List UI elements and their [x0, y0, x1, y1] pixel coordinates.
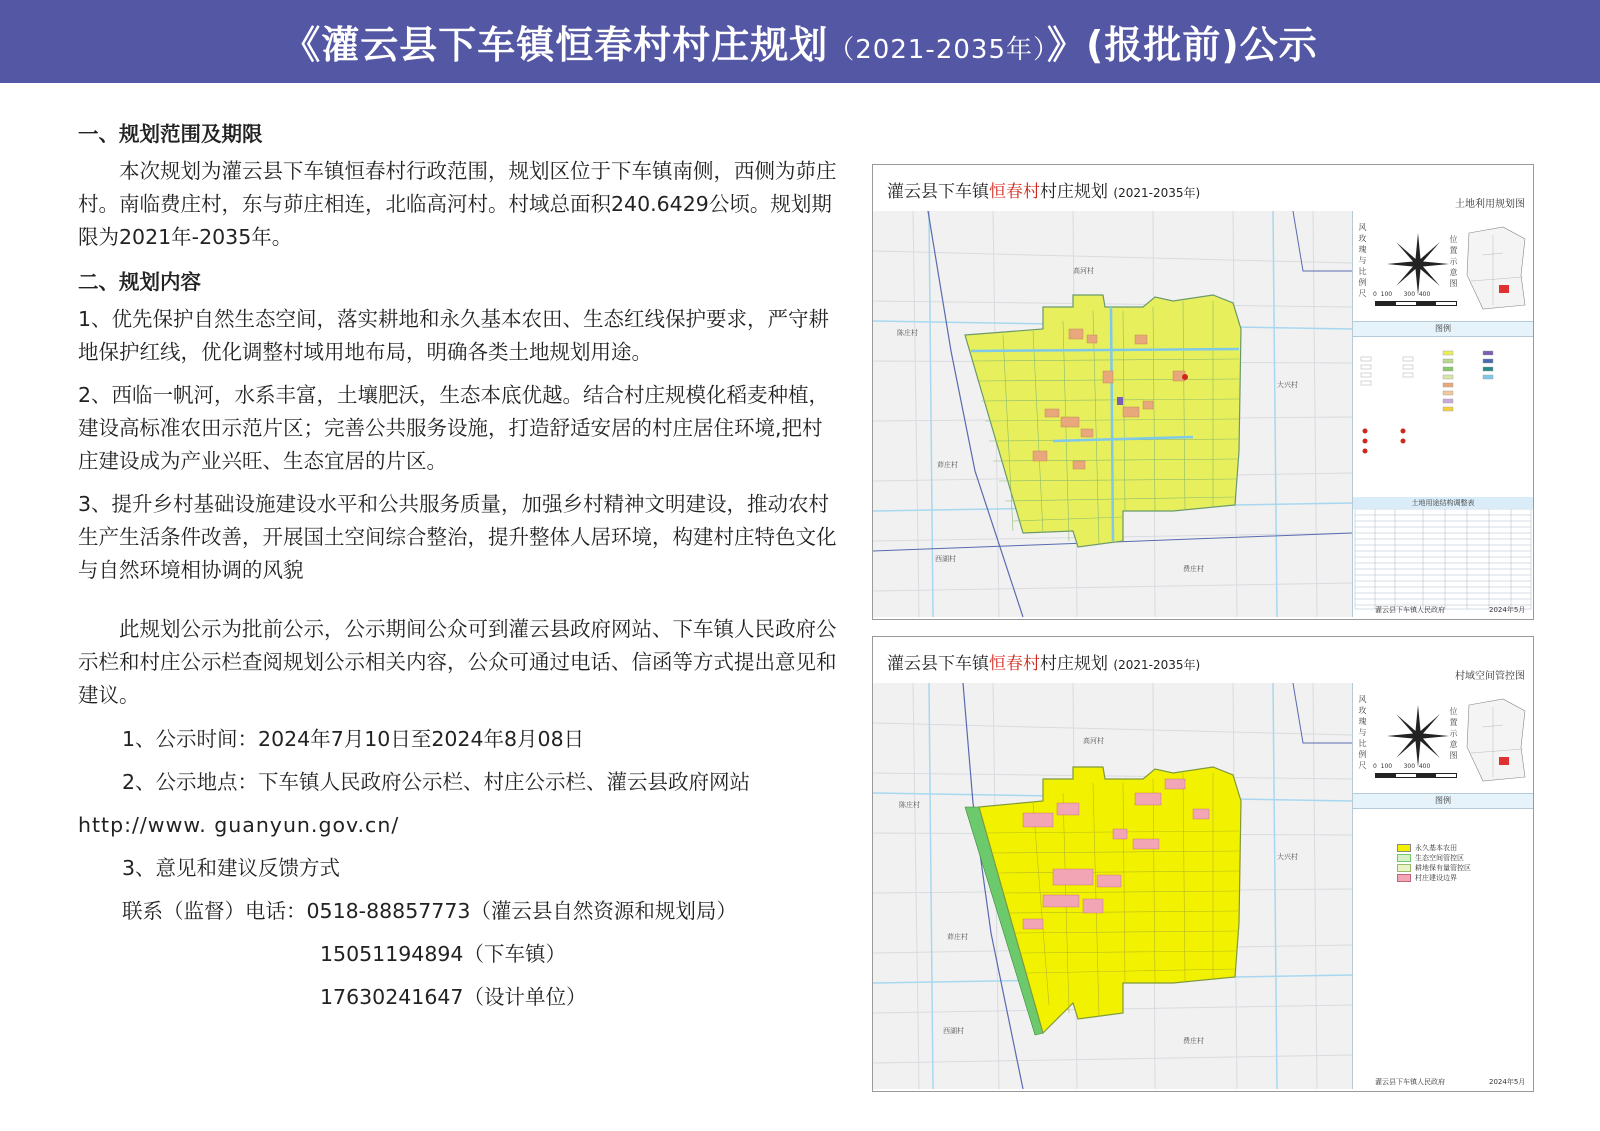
location-label: 位置示意图 — [1449, 707, 1458, 762]
phone-number: 0518-88857773 — [306, 899, 471, 923]
compass-area — [1353, 211, 1533, 322]
title-main: 《灌云县下车镇恒春村村庄规划 — [282, 23, 829, 67]
map-footer-authority: 灌云县下车镇人民政府 — [1375, 1078, 1445, 1086]
land-use-map-panel — [872, 164, 1534, 620]
location-map-icon — [1463, 225, 1529, 311]
compass-label: 风玫瑰与比例尺 — [1358, 223, 1367, 300]
map-sidebar — [1352, 683, 1533, 1089]
phone-number: 17630241647 — [320, 985, 464, 1009]
scale-bar — [1375, 301, 1457, 306]
legend-item: 生态空间管控区 — [1397, 853, 1471, 863]
scale-labels: 0 100 300 400 — [1373, 763, 1431, 770]
wind-rose-icon — [1383, 229, 1453, 299]
title-banner — [0, 0, 1600, 83]
legend-item: 村庄建设边界 — [1397, 873, 1471, 883]
notice-url[interactable]: http://www. guanyun.gov.cn/ — [78, 813, 400, 837]
village-label: 大兴村 — [1277, 853, 1298, 861]
map-title: 灌云县下车镇恒春村村庄规划 (2021-2035年) — [887, 182, 1201, 202]
village-label: 西湖村 — [935, 555, 956, 563]
section2-item-2: 2、西临一帆河，水系丰富，土壤肥沃，生态本底优越。结合村庄规模化稻麦种植，建设高标准农田示范片区；完善公共服务设施，打造舒适安居的村庄居住环境,把村庄建设成为产业兴旺、生态宜居的片区。 — [78, 383, 830, 473]
section1-heading: 一、规划范围及期限 — [78, 122, 263, 146]
contact-label: 联系（监督）电话： — [122, 899, 307, 923]
contact-row-2 — [78, 933, 838, 976]
notice-intro: 此规划公示为批前公示，公示期间公众可到灌云县政府网站、下车镇人民政府公示栏和村庄公示栏查阅规划公示相关内容，公众可通过电话、信函等方式提出意见和建议。 — [78, 617, 837, 707]
map-footer-authority: 灌云县下车镇人民政府 — [1375, 606, 1445, 614]
map-subtitle: 土地利用规划图 — [1455, 199, 1525, 210]
phone-number: 15051194894 — [320, 942, 464, 966]
notice-feedback: 3、意见和建议反馈方式 — [122, 856, 341, 880]
legend-item: 耕地保有量管控区 — [1397, 863, 1471, 873]
legend-title: 图例 — [1353, 321, 1533, 337]
map-sidebar — [1352, 211, 1533, 617]
scale-labels: 0 100 300 400 — [1373, 291, 1431, 298]
contact-row-3 — [78, 976, 838, 1019]
page-title — [282, 14, 1317, 69]
map-footer-date: 2024年5月 — [1489, 1078, 1526, 1086]
village-label: 高河村 — [1073, 267, 1094, 275]
map-subtitle: 村域空间管控图 — [1455, 671, 1525, 682]
village-label: 费庄村 — [1183, 1037, 1204, 1045]
title-year: （2021-2035年） — [828, 35, 1047, 65]
phone-org: （下车镇） — [463, 942, 566, 966]
notice-place: 2、公示地点：下车镇人民政府公示栏、村庄公示栏、灌云县政府网站 — [122, 770, 751, 794]
phone-org: （灌云县自然资源和规划局） — [470, 899, 737, 923]
compass-label: 风玫瑰与比例尺 — [1358, 695, 1367, 772]
village-label: 西湖村 — [943, 1027, 964, 1035]
legend-item: 永久基本农田 — [1397, 843, 1471, 853]
section2-heading: 二、规划内容 — [78, 270, 201, 294]
announcement-text — [78, 112, 838, 1019]
village-label: 陈庄村 — [899, 801, 920, 809]
title-tail: 》(报批前)公示 — [1046, 23, 1318, 67]
adjustment-table-title: 土地用途结构调整表 — [1353, 497, 1533, 509]
contact-row-1 — [78, 890, 838, 933]
scale-bar — [1375, 773, 1457, 778]
land-use-map — [873, 211, 1352, 617]
village-label: 费庄村 — [1183, 565, 1204, 573]
notice-time: 1、公示时间：2024年7月10日至2024年8月08日 — [122, 727, 585, 751]
section2-item-3: 3、提升乡村基础设施建设水平和公共服务质量，加强乡村精神文明建设，推动农村生产生活条件改善，开展国土空间综合整治，提升整体人居环境，构建村庄特色文化与自然环境相协调的风貌 — [78, 492, 837, 582]
location-label: 位置示意图 — [1449, 235, 1458, 290]
wind-rose-icon — [1383, 701, 1453, 771]
spatial-control-map — [873, 683, 1352, 1089]
map-title: 灌云县下车镇恒春村村庄规划 (2021-2035年) — [887, 654, 1201, 674]
village-label: 茆庄村 — [937, 461, 958, 469]
legend-swatches — [1353, 337, 1533, 457]
phone-org: （设计单位） — [463, 985, 587, 1009]
map-footer-date: 2024年5月 — [1489, 606, 1526, 614]
section2-item-1: 1、优先保护自然生态空间，落实耕地和永久基本农田、生态红线保护要求，严守耕地保护红线，优化调整村域用地布局，明确各类土地规划用途。 — [78, 307, 830, 364]
location-map-icon — [1463, 697, 1529, 783]
compass-area — [1353, 683, 1533, 794]
legend-list — [1397, 843, 1471, 883]
village-label: 茆庄村 — [947, 933, 968, 941]
legend-title: 图例 — [1353, 793, 1533, 809]
adjustment-table — [1353, 509, 1533, 613]
village-label: 陈庄村 — [897, 329, 918, 337]
village-label: 大兴村 — [1277, 381, 1298, 389]
village-label: 高河村 — [1083, 737, 1104, 745]
section1-body: 本次规划为灌云县下车镇恒春村行政范围，规划区位于下车镇南侧，西侧为茆庄村。南临费庄村，东与茆庄相连，北临高河村。村域总面积240.6429公顷。规划期限为2021年-2035年。 — [78, 159, 837, 249]
spatial-control-map-panel — [872, 636, 1534, 1092]
